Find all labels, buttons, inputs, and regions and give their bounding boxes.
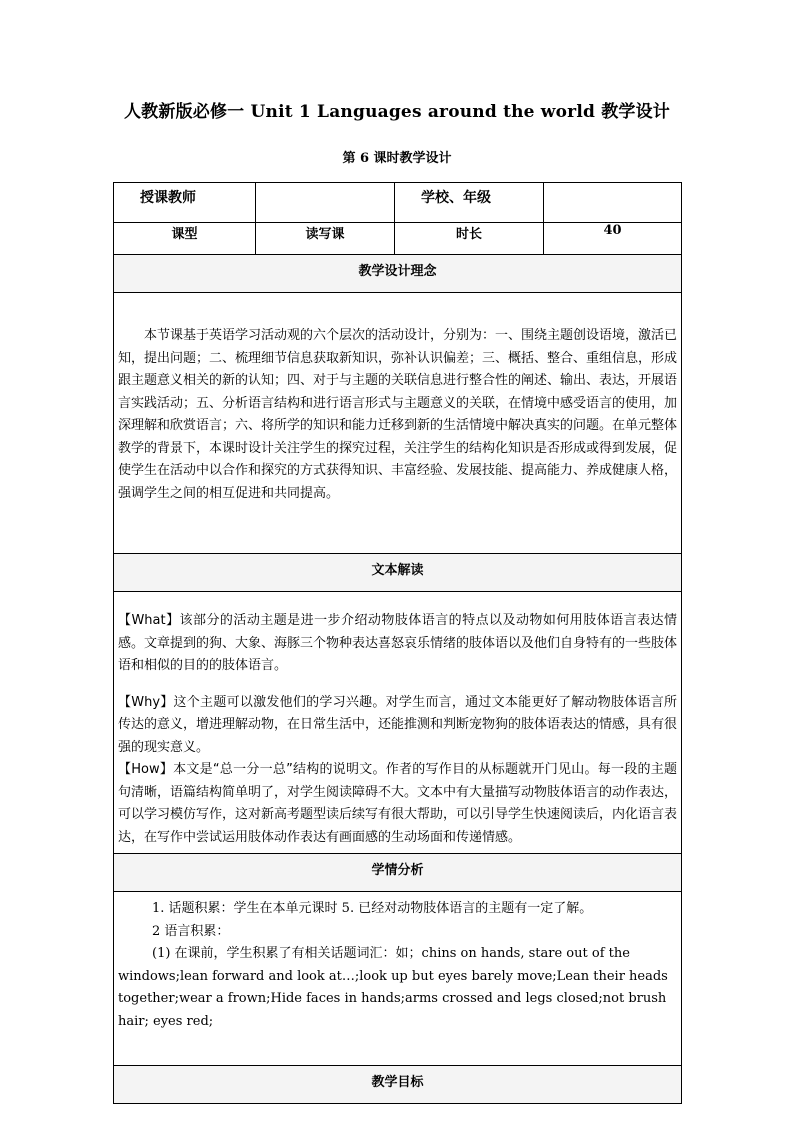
lesson-type-value: 读写课 xyxy=(256,223,395,255)
text-analysis-heading: 文本解读 xyxy=(114,554,682,592)
teacher-label: 授课教师 xyxy=(114,183,256,223)
concept-text: 本节课基于英语学习活动观的六个层次的活动设计，分别为：一、围绕主题创设语境，激活已知，提出问题；二、梳理细节信息获取新知识，弥补认识偏差；三、概括、整合、重组信息，形成跟主题意义相关的新的认知；四、对于与主题的关联信息进行整合性的阐述、输出、表达，开展语言实践活动；五、分析语言结构和进行语言形式与主题意义的关联，在情境中感受语言的使用，加深理解和欣赏语言；六、将所学的知识和能力迁移到新的生活情境中解决真实的问题。在单元整体教学的背景下，本课时设计关注学生的探究过程，关注学生的结构化知识是否形成或得到发展，促使学生在活动中以合作和探究的方式获得知识、丰富经验、发展技能、提高能力、养成健康人格，强调学生之间的相互促进和共同提高。 xyxy=(114,293,682,554)
topic-accumulation-line: 1. 话题积累：学生在本单元课时 5. 已经对动物肢体语言的主题有一定了解。 xyxy=(152,901,593,916)
concept-heading: 教学设计理念 xyxy=(114,255,682,293)
lesson-type-label: 课型 xyxy=(114,223,256,255)
table-row xyxy=(114,293,682,554)
student-analysis-heading: 学情分析 xyxy=(114,854,682,892)
student-analysis-body xyxy=(114,892,682,1066)
table-row xyxy=(114,554,682,592)
table-row xyxy=(114,854,682,892)
lesson-subtitle: 第 6 课时教学设计 xyxy=(342,151,452,166)
lesson-plan-table xyxy=(113,182,682,1104)
how-paragraph: 【How】本文是“总一分一总”结构的说明文。作者的写作目的从标题就开门见山。每一段的主题句清晰，语篇结构简单明了，对学生阅读障碍不大。文本中有大量描写动物肢体语言的动作表达，可以学习模仿写作，这对新高考题型读后续写有很大帮助，可以引导学生快速阅读后，内化语言表达，在写作中尝试运用肢体动作表达有画面感的生动场面和传递情感。 xyxy=(118,762,678,845)
objectives-heading: 教学目标 xyxy=(114,1066,682,1104)
vocabulary-line: (1) 在课前，学生积累了有相关话题词汇：如；chins on hands, stare out of the windows;lean forward and look at…;look up but eyes barely move;Lean their heads together;wear a frown;Hide faces in hands;arms crossed and legs closed;not brush hair; eyes red; xyxy=(118,946,668,1029)
school-grade-label: 学校、年级 xyxy=(395,183,544,223)
duration-label: 时长 xyxy=(395,223,544,255)
table-row xyxy=(114,592,682,854)
table-row xyxy=(114,1066,682,1104)
why-paragraph: 【Why】这个主题可以激发他们的学习兴趣。对学生而言，通过文本能更好了解动物肢体语言所传达的意义，增进理解动物，在日常生活中，还能推测和判断宠物狗的肢体语表达的情感，具有很强的现实意义。 xyxy=(118,694,678,755)
table-row xyxy=(114,183,682,223)
teacher-value xyxy=(256,183,395,223)
document-title: 人教新版必修一 Unit 1 Languages around the world 教学设计 xyxy=(123,102,671,122)
language-accumulation-line: 2 语言积累： xyxy=(152,923,230,939)
school-grade-value xyxy=(544,183,682,223)
text-analysis-body xyxy=(114,592,682,854)
table-row xyxy=(114,255,682,293)
table-row xyxy=(114,223,682,255)
duration-value: 40 xyxy=(544,223,682,255)
table-row xyxy=(114,892,682,1066)
what-paragraph: 【What】该部分的活动主题是进一步介绍动物肢体语言的特点以及动物如何用肢体语言表达情感。文章提到的狗、大象、海豚三个物种表达喜怒哀乐情绪的肢体语以及他们自身特有的一些肢体语和相似的目的的肢体语言。 xyxy=(118,613,678,673)
